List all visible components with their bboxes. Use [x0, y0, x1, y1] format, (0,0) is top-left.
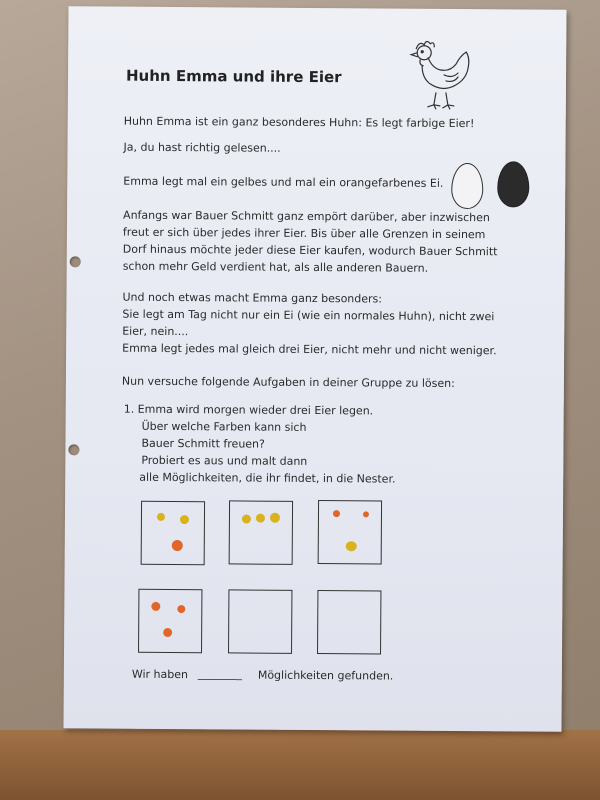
para1-line3: Dorf hinaus möchte jeder diese Eier kaufen, wodurch Bauer Schmitt	[122, 242, 498, 259]
answer-prefix: Wir haben	[131, 667, 189, 682]
task1-line1: 1. Emma wird morgen wieder drei Eier legen.	[123, 402, 374, 418]
hen-drawing-icon	[406, 37, 477, 115]
task-intro: Nun versuche folgende Aufgaben in deiner Gruppe zu lösen:	[121, 374, 455, 390]
task1-line4: Probiert es aus und malt dann	[141, 453, 308, 468]
orange-egg-dot	[151, 602, 160, 611]
orange-egg-dot	[177, 605, 185, 613]
para1-line4: schon mehr Geld verdient hat, als alle anderen Bauern.	[122, 259, 429, 275]
line3-text: Emma legt mal ein gelbes und mal ein orangefarbenes Ei.	[123, 174, 444, 190]
yellow-egg-dot	[270, 513, 280, 523]
answer-suffix: Möglichkeiten gefunden.	[257, 668, 394, 683]
nest-5[interactable]	[228, 589, 292, 653]
task1-line2: Über welche Farben kann sich	[141, 419, 307, 434]
para2-line2: Sie legt am Tag nicht nur ein Ei (wie ein normales Huhn), nicht zwei	[122, 307, 495, 324]
task1-line3: Bauer Schmitt freuen?	[141, 436, 265, 451]
table-surface	[0, 730, 600, 800]
punch-hole-bottom	[68, 444, 79, 455]
orange-egg-dot	[163, 628, 172, 637]
yellow-egg-dot	[180, 515, 189, 524]
intro-text: Huhn Emma ist ein ganz besonderes Huhn: Es legt farbige Eier!	[123, 114, 475, 131]
nest-4[interactable]	[138, 589, 202, 653]
task1-line5: alle Möglichkeiten, die ihr findet, in die Nester.	[139, 470, 396, 486]
nest-1[interactable]	[141, 501, 205, 565]
nest-3[interactable]	[318, 500, 382, 564]
yellow-egg-dot	[242, 514, 251, 523]
orange-egg-dot	[363, 511, 369, 517]
nest-6[interactable]	[317, 590, 381, 654]
white-egg-icon	[451, 163, 483, 209]
line2-text: Ja, du hast richtig gelesen....	[123, 140, 281, 155]
yellow-egg-dot	[256, 514, 265, 523]
para2-line4: Emma legt jedes mal gleich drei Eier, nicht mehr und nicht weniger.	[122, 341, 497, 358]
orange-egg-dot	[172, 540, 183, 551]
punch-hole-top	[70, 256, 81, 267]
orange-egg-dot	[333, 510, 340, 517]
yellow-egg-dot	[157, 513, 165, 521]
nest-2[interactable]	[229, 500, 293, 564]
answer-blank[interactable]: ________	[197, 667, 242, 681]
para2-line1: Und noch etwas macht Emma ganz besonders:	[122, 290, 383, 306]
yellow-egg-dot	[346, 541, 357, 551]
para1-line1: Anfangs war Bauer Schmitt ganz empört darüber, aber inzwischen	[123, 208, 490, 225]
black-egg-icon	[497, 161, 529, 207]
worksheet-page	[63, 6, 566, 731]
worksheet-title: Huhn Emma und ihre Eier	[125, 66, 342, 87]
para2-line3: Eier, nein....	[122, 324, 189, 339]
para1-line2: freut er sich über jedes ihrer Eier. Bis über alle Grenzen in seinem	[122, 225, 486, 242]
